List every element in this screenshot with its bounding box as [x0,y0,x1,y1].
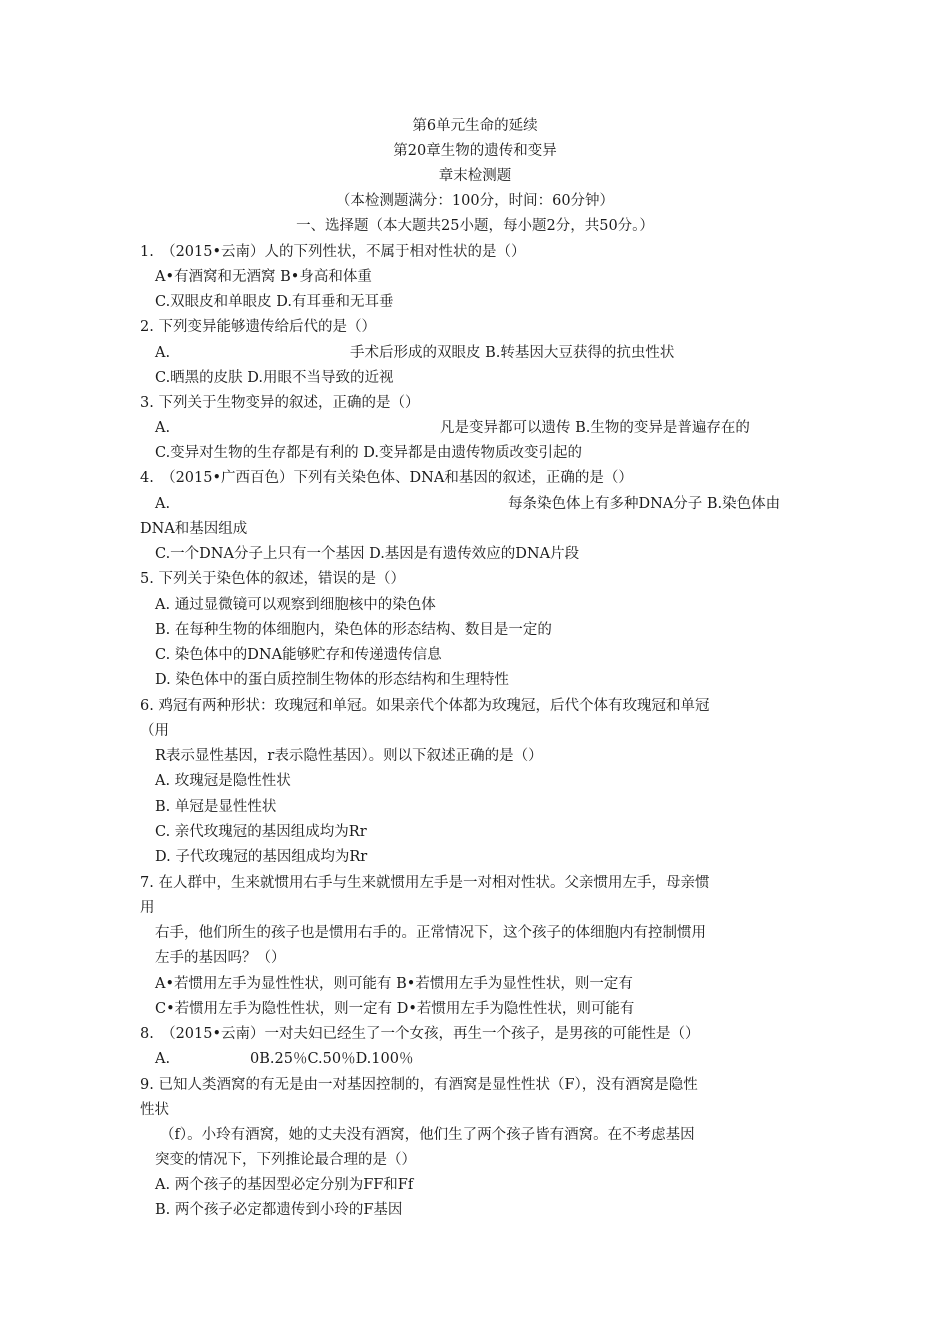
question-stem-wrap: 性状 [140,1102,169,1118]
option-line: C.一个DNA分子上只有一个基因 D.基因是有遗传效应的DNA片段 [155,546,580,562]
question-stem-wrap: （用 [140,723,169,739]
option-label: A. [155,496,171,512]
question-stem: 4. （2015•广西百色）下列有关染色体、DNA和基因的叙述，正确的是（） [140,470,633,486]
option-d: D. 染色体中的蛋白质控制生物体的形态结构和生理特性 [155,672,509,688]
test-info: （本检测题满分：100分，时间：60分钟） [335,193,615,209]
option-d: D. 子代玫瑰冠的基因组成均为Rr [155,849,368,865]
question-stem-cont: （f）。小玲有酒窝，她的丈夫没有酒窝，他们生了两个孩子皆有酒窝。在不考虑基因 [160,1127,695,1143]
question-stem: 1. （2015•云南）人的下列性状，不属于相对性状的是（） [140,244,526,260]
option-line: C.晒黑的皮肤 D.用眼不当导致的近视 [155,370,394,386]
option-line: C.双眼皮和单眼皮 D.有耳垂和无耳垂 [155,294,394,310]
option-b: B. 单冠是显性性状 [155,799,277,815]
option-label: A. [155,345,171,361]
option-b: B. 在每种生物的体细胞内，染色体的形态结构、数目是一定的 [155,622,552,638]
option-b: B. 两个孩子必定都遗传到小玲的F基因 [155,1202,403,1218]
question-stem: 9. 已知人类酒窝的有无是由一对基因控制的，有酒窝是显性性状（F），没有酒窝是隐性 [140,1077,698,1093]
option-line: C.变异对生物的生存都是有利的 D.变异都是由遗传物质改变引起的 [155,445,583,461]
unit-title: 第6单元生命的延续 [412,118,538,134]
chapter-title: 第20章生物的遗传和变异 [393,143,557,159]
question-stem-cont: R表示显性基因，r表示隐性基因）。则以下叙述正确的是（） [155,748,543,764]
option-line: 手术后形成的双眼皮 B.转基因大豆获得的抗虫性状 [350,345,675,361]
question-stem-cont: 左手的基因吗？（） [155,950,286,966]
option-label: A. [155,420,171,436]
option-a: A. 两个孩子的基因型必定分别为FF和Ff [155,1177,414,1193]
question-stem: 2. 下列变异能够遗传给后代的是（） [140,319,376,335]
option-a: A. 玫瑰冠是隐性性状 [155,773,291,789]
option-line: A•有酒窝和无酒窝 B•身高和体重 [155,269,372,285]
test-title: 章末检测题 [438,168,512,184]
option-line: 每条染色体上有多种DNA分子 B.染色体由 [508,496,781,512]
option-wrap: DNA和基因组成 [140,521,248,537]
option-a: A. 通过显微镜可以观察到细胞核中的染色体 [155,597,436,613]
question-stem-cont: 右手，他们所生的孩子也是惯用右手的。正常情况下，这个孩子的体细胞内有控制惯用 [155,925,706,941]
question-stem: 5. 下列关于染色体的叙述，错误的是（） [140,571,405,587]
option-line: 0B.25％C.50％D.100％ [250,1051,414,1067]
section-heading: 一、选择题（本大题共25小题，每小题2分，共50分。） [296,218,654,234]
question-stem-cont: 突变的情况下，下列推论最合理的是（） [155,1152,416,1168]
question-stem: 7. 在人群中，生来就惯用右手与生来就惯用左手是一对相对性状。父亲惯用左手，母亲惯 [140,875,710,891]
question-stem-wrap: 用 [140,900,155,916]
option-line: 凡是变异都可以遗传 B.生物的变异是普遍存在的 [440,420,750,436]
option-c: C. 亲代玫瑰冠的基因组成均为Rr [155,824,367,840]
question-stem: 6. 鸡冠有两种形状：玫瑰冠和单冠。如果亲代个体都为玫瑰冠，后代个体有玫瑰冠和单冠 [140,698,710,714]
question-stem: 8. （2015•云南）一对夫妇已经生了一个女孩，再生一个孩子，是男孩的可能性是（） [140,1026,700,1042]
option-label: A. [155,1051,171,1067]
question-stem: 3. 下列关于生物变异的叙述，正确的是（） [140,395,420,411]
option-line: C•若惯用左手为隐性性状，则一定有 D•若惯用左手为隐性性状，则可能有 [155,1001,635,1017]
option-line: A•若惯用左手为显性性状，则可能有 B•若惯用左手为显性性状，则一定有 [155,976,633,992]
option-c: C. 染色体中的DNA能够贮存和传递遗传信息 [155,647,442,663]
